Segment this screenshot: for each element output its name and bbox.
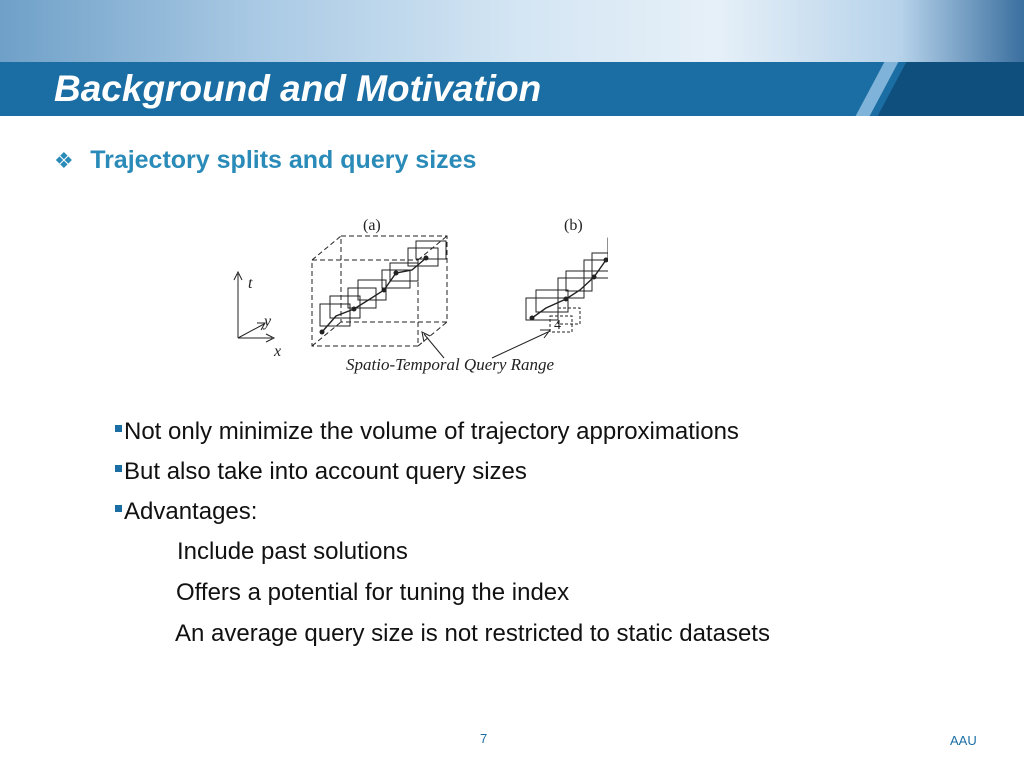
- trajectory-line-b: [532, 244, 608, 318]
- slide-title: Background and Motivation: [54, 68, 542, 109]
- axes-icon: [234, 272, 274, 342]
- trajectory-split-figure: [228, 208, 608, 380]
- section-heading-row: [54, 146, 476, 176]
- square-bullet-icon: [115, 425, 122, 432]
- figure-caption: Spatio-Temporal Query Range: [346, 355, 555, 374]
- bullet-list: [115, 416, 770, 659]
- axis-label-y: y: [264, 313, 272, 330]
- trajectory-boxes-a: [320, 241, 446, 326]
- advantage-item: An average query size is not restricted to static datasets: [175, 620, 770, 647]
- trajectory-line-a: [322, 258, 426, 332]
- list-item: But also take into account query sizes: [115, 456, 739, 496]
- list-item: Advantages:: [115, 496, 739, 536]
- axis-label-t: t: [248, 275, 253, 292]
- axis-label-x: x: [274, 343, 282, 360]
- page-number: 7: [480, 731, 488, 746]
- square-bullet-icon: [115, 465, 122, 472]
- square-bullet-icon: [115, 505, 122, 512]
- footer-label: AAU: [950, 733, 977, 748]
- figure-label-b: (b): [564, 217, 583, 234]
- figure-label-a: (a): [363, 217, 381, 234]
- advantage-item: Include past solutions: [177, 538, 408, 565]
- section-heading: Trajectory splits and query sizes: [90, 146, 477, 174]
- small-box-label: 4: [554, 318, 561, 333]
- header-photo-banner: [0, 0, 1024, 62]
- diamond-bullet-icon: ❖: [54, 147, 74, 173]
- advantage-item: Offers a potential for tuning the index: [176, 579, 570, 606]
- query-range-box-a: [312, 236, 447, 346]
- list-item: Not only minimize the volume of trajectory approximations: [115, 416, 739, 456]
